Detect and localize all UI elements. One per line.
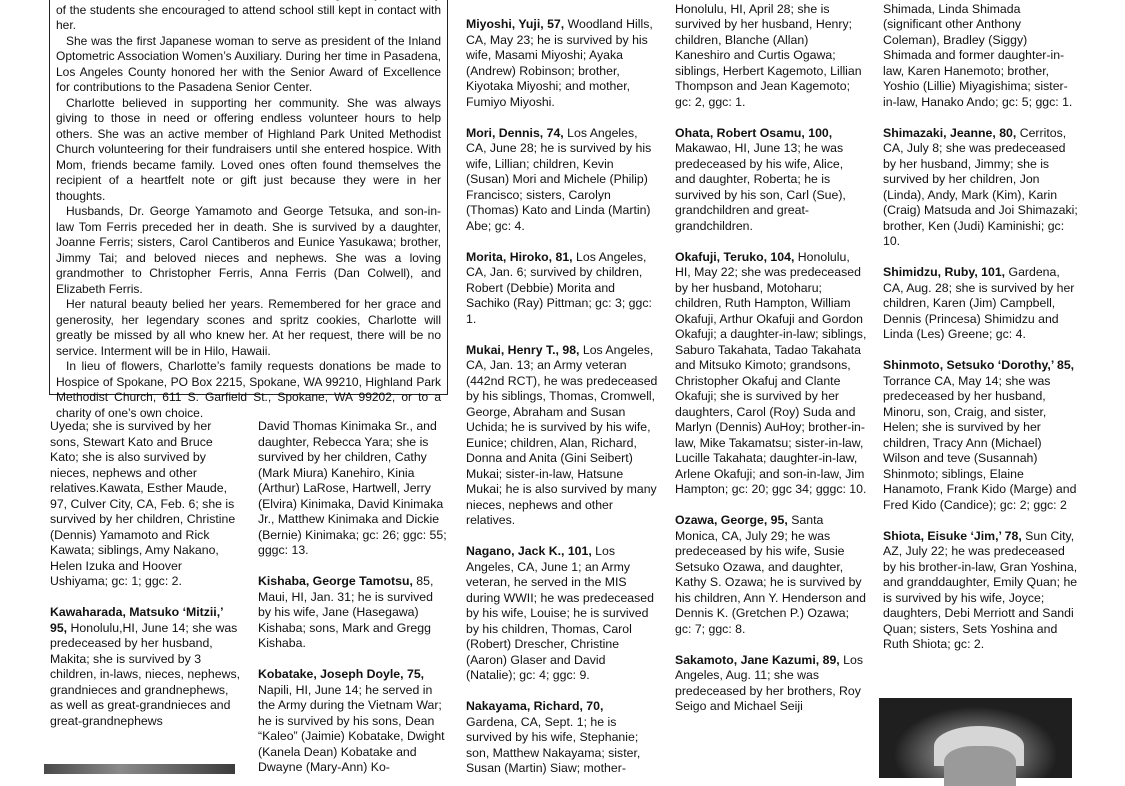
obituary-entry — [883, 358, 1079, 513]
entry-name: Shimidzu, Ruby, 101, — [883, 265, 1006, 279]
obituary-column-4 — [675, 0, 867, 770]
entry-text: 85, Maui, HI, Jan. 31; he is survived by his wife, Jane (Hasegawa) Kishaba; sons, Mark and Gregg Kishaba. — [258, 574, 434, 650]
photo-strip — [44, 764, 235, 774]
charlotte-obituary-box — [49, 0, 448, 420]
entry-text: David Thomas Kinimaka Sr., and daughter, Rebecca Yara; she is survived by her children, Cathy (Mark Miura) Kanehiro, Kinia (Arthur) LaRose, Hartwell, Jerry (Elvira) Kinimaka, David Kinimaka Jr., Matthew Kinimaka and Dickie (Bernie) Kinimaka; gc: 26; ggc: 55; gggc: 13. — [258, 419, 447, 557]
obituary-entry — [883, 265, 1079, 343]
obituary-entry — [258, 419, 448, 559]
paragraph: In lieu of flowers, Charlotte’s family requests donations be made to Hospice of Spokane, PO Box 2215, Spokane, WA 99210, Highland Park Methodist Church, 611 S. Garfield St., Spokane, WA 99202, or to a charity of one’s own choice. — [56, 359, 441, 420]
entry-text: Cerritos, CA, July 8; she was predeceased by her husband, Jimmy; she is survived by her children, Jon (Linda), Andy, Mark (Kim), Karin (Craig) Matsuda and Joi Shimazaki; brother, Ken (Judi) Kaminishi; gc: 10. — [883, 125, 1078, 248]
entry-text: Shimada, Linda Shimada (significant other Anthony Coleman), Bradley (Siggy) Shimada and former daughter-in-law, Karen Hanemoto; brother, Yoshio (Lillie) Miyagishima; sister-in-law, Hanako Ando; gc: 5; ggc: 1. — [883, 1, 1073, 109]
entry-text: Gardena, CA, Aug. 28; she is survived by her children, Karen (Jim) Campbell, Dennis (Princesa) Shimidzu and Linda (Les) Greene; gc: 4. — [883, 265, 1075, 341]
paragraph: Charlotte believed in supporting her community. She was always giving to those in need or offering endless volunteer hours to help others. She was an active member of Highland Park United Methodist Church volunteering for their fundraisers until she entered hospice. With Mom, friends became family. Loved ones often found themselves the recipient of a heartfelt note or gift just because they were in her thoughts. — [56, 95, 441, 203]
paragraph: Her natural beauty belied her years. Remembered for her grace and generosity, her legendary scones and spritz cookies, Charlotte will greatly be missed by all who knew her. At her request, there will be no service. Interment will be in Hilo, Hawaii. — [56, 297, 441, 358]
entry-name: Morita, Hiroko, 81, — [466, 249, 573, 264]
entry-text: Los Angeles, CA, June 1; an Army veteran, he served in the MIS during WWII; he was predeceased by his wife, Louise; he is survived by his children, Thomas, Carol (Robert) Drescher, Christine (Aaron) Glaser and David (Natalie); gc: 4; ggc: 9. — [466, 544, 654, 682]
obituary-entry — [466, 0, 658, 2]
entry-text: Honolulu, HI, May 22; she was predeceased by her husband, Motoharu; children, Ruth Hampton, William Okafuji, Arthur Okafuji and Gordon Okafuji; a daughter-in-law; siblings, Saburo Takahata, Tadao Takahata and Mitsuko Kimoto; grandsons, Christopher Okafuj and Clante Okafuji; she is survived by her daughters, Carol (Roy) Suda and Marlyn (Dennis) AuHoy; brother-in-law, Mike Takamatsu; sister-in-law, Lucille Takahata; daughter-in-law, Arlene Okafuji; and son-in-law, Jim Hampton; gc: 20; ggc 34; gggc: 10. — [675, 249, 867, 496]
obituary-entry — [883, 529, 1079, 653]
obituary-entry — [466, 250, 658, 328]
obituary-entry — [466, 17, 658, 110]
portrait-face-shape — [944, 746, 1016, 786]
paragraph: She was the first Japanese woman to serve as president of the Inland Optometric Association Women’s Auxiliary. During her time in Pasadena, Los Angeles County honored her with the Senior Award of Excellence for contributions to the Pasadena Senior Center. — [56, 33, 441, 94]
entry-text: Honolulu,HI, June 14; she was predeceased by her husband, Makita; she is survived by 3 children, in-laws, nieces, nephews, grandnieces and grandnephews, as well as great-grandnieces and great-grandnephews — [50, 620, 241, 728]
entry-text: Los Angeles, CA, June 28; he is survived by his wife, Lillian; children, Kevin (Susan) Mori and Michele (Philip) Francisco; sisters, Carolyn (Thomas) Kato and Linda (Martin) Abe; gc: 4. — [466, 125, 652, 233]
entry-name: Mori, Dennis, 74, — [466, 125, 564, 140]
entry-name: Kawaharada, Matsuko ‘Mitzii,’ 95, — [50, 605, 223, 635]
entry-name: Mukai, Henry T., 98, — [466, 342, 580, 357]
entry-text: Los Angeles, CA, Jan. 13; an Army veteran (442nd RCT), he was predeceased by his siblings, Thomas, Cromwell, George, Abraham and Susan Uchida; he is survived by his wife, Eunice; children, Alan, Richard, Donna and Anita (Gini Seibert) Mukai; sister-in-law, Hatsune Mukai; he is also survived by many nieces, nephews and other relatives. — [466, 342, 658, 527]
entry-name: Ozawa, George, 95, — [675, 513, 788, 527]
obituary-entry — [466, 699, 658, 777]
entry-name: Okafuji, Teruko, 104, — [675, 249, 795, 264]
entry-name: Shimazaki, Jeanne, 80, — [883, 125, 1017, 140]
entry-name: Sakamoto, Jane Kazumi, 89, — [675, 652, 840, 667]
obituary-entry — [675, 0, 867, 110]
obituary-column-1 — [50, 419, 240, 770]
entry-text: Los Angeles, CA, Jan. 6; survived by children, Robert (Debbie) Morita and Sachiko (Ray) Pittman; gc: 3; ggc: 1. — [466, 249, 652, 326]
obituary-entry — [466, 343, 658, 529]
obituary-entry — [883, 0, 1079, 110]
obituary-entry — [675, 513, 867, 637]
entry-text: Napili, HI, June 14; he served in the Army during the Vietnam War; he is survived by his sons, Dean “Kaleo” (Jaimie) Kobatake, Dwight (Kanela Dean) Kobatake and Dwayne (Mary-Ann) Ko- — [258, 682, 445, 774]
entry-text: Woodland Hills, CA, May 23; he is survived by his wife, Masami Miyoshi; Ayaka (Andrew) Robinson; brother, Kiyotaka Miyoshi; and mother, Fumiyo Miyoshi. — [466, 17, 653, 109]
obituary-entry — [675, 126, 867, 235]
entry-text: Uyeda; she is survived by her sons, Stewart Kato and Bruce Kato; she is also survived by nieces, nephews and other relatives.Kawata, Esther Maude, 97, Culver City, CA, Feb. 6; she is survived by her children, Christine (Dennis) Yamamoto and Rick Kawata; siblings, Amy Nakano, Helen Izuka and Hoover Ushiyama; gc: 1; ggc: 2. — [50, 419, 236, 588]
entry-name: Nagano, Jack K., 101, — [466, 544, 592, 558]
obituary-entry — [50, 419, 240, 590]
obituary-entry — [258, 574, 448, 652]
portrait-photo — [879, 698, 1072, 778]
entry-text: Sun City, AZ, July 22; he was predeceased by his brother-in-law, Gran Yoshina, and granddaughter, Emily Quan; he is survived by his wife, Joyce; daughters, Debi Merriott and Sandi Quan; sisters, Sets Yoshina and Ruth Shiota; gc: 2. — [883, 528, 1078, 651]
entry-text: Torrance CA, May 14; she was predeceased by her husband, Minoru, son, Craig, and sister, Helen; she is survived by her children, Tracy Ann (Michael) Wilson and teve (Susannah) Shinmoto; siblings, Elaine Hanamoto, Frank Kido (Marge) and Fred Kido (Candice); gc: 2; ggc: 2 — [883, 373, 1077, 512]
obituary-entry — [466, 126, 658, 235]
entry-name: Nakayama, Richard, 70, — [466, 699, 604, 713]
entry-name: Miyoshi, Yuji, 57, — [466, 17, 565, 31]
paragraph: of the students she encouraged to attend school still kept in contact with her. — [56, 2, 441, 32]
obituary-entry — [50, 605, 240, 729]
entry-name: Kishaba, George Tamotsu, — [258, 574, 413, 588]
obituary-column-2 — [258, 419, 448, 774]
obituary-entry — [466, 544, 658, 684]
entry-text: Los Angeles, Aug. 11; she was predeceased by her brothers, Roy Seigo and Michael Seiji — [675, 652, 863, 713]
entry-name: Kobatake, Joseph Doyle, 75, — [258, 667, 425, 681]
entry-text: Makawao, HI, June 13; he was predeceased by his wife, Alice, and daughter, Roberta; he is survived by his son, Carl (Sue), grandchildren and great-grandchildren. — [675, 141, 846, 233]
obituary-entry — [675, 250, 867, 498]
paragraph: Husbands, Dr. George Yamamoto and George Tetsuka, and son-in-law Tom Ferris preceded her in death. She is survived by a daughter, Joanne Ferris; sisters, Carol Cantiberos and Eunice Yasukawa; brother, Jimmy Tai; and beloved nieces and nephews. She was a loving grandmother to Christopher Ferris, Anna Ferris (Dan Colwell), and Elizabeth Ferris. — [56, 204, 441, 296]
entry-name: Shiota, Eisuke ‘Jim,’ 78, — [883, 528, 1022, 543]
entry-text: Santa Monica, CA, July 29; he was predeceased by his wife, Susie Setsuko Ozawa, and daughter, Kathy S. Ozawa; he is survived by his children, Ann Y. Henderson and Dennis K. (Gretchen P.) Ozawa; gc: 7; ggc: 8. — [675, 513, 866, 636]
obituary-column-3 — [466, 0, 658, 775]
obituary-entry — [883, 126, 1079, 250]
entry-name: Ohata, Robert Osamu, 100, — [675, 125, 833, 140]
obituary-entry — [675, 653, 867, 715]
entry-name: Shinmoto, Setsuko ‘Dorothy,’ 85, — [883, 358, 1075, 372]
entry-text: Honolulu, HI, April 28; she is survived by her husband, Henry; children, Blanche (Allan) Kaneshiro and Curtis Ogawa; siblings, Herbert Kagemoto, Lillian Thompson and Jean Kagemoto; gc: 2, ggc: 1. — [675, 1, 862, 109]
entry-text: Gardena, CA, Sept. 1; he is survived by his wife, Stephanie; son, Matthew Nakayama; sister, Susan (Martin) Siaw; mother- — [466, 714, 641, 775]
obituary-column-5 — [883, 0, 1079, 686]
obituary-entry — [258, 667, 448, 776]
